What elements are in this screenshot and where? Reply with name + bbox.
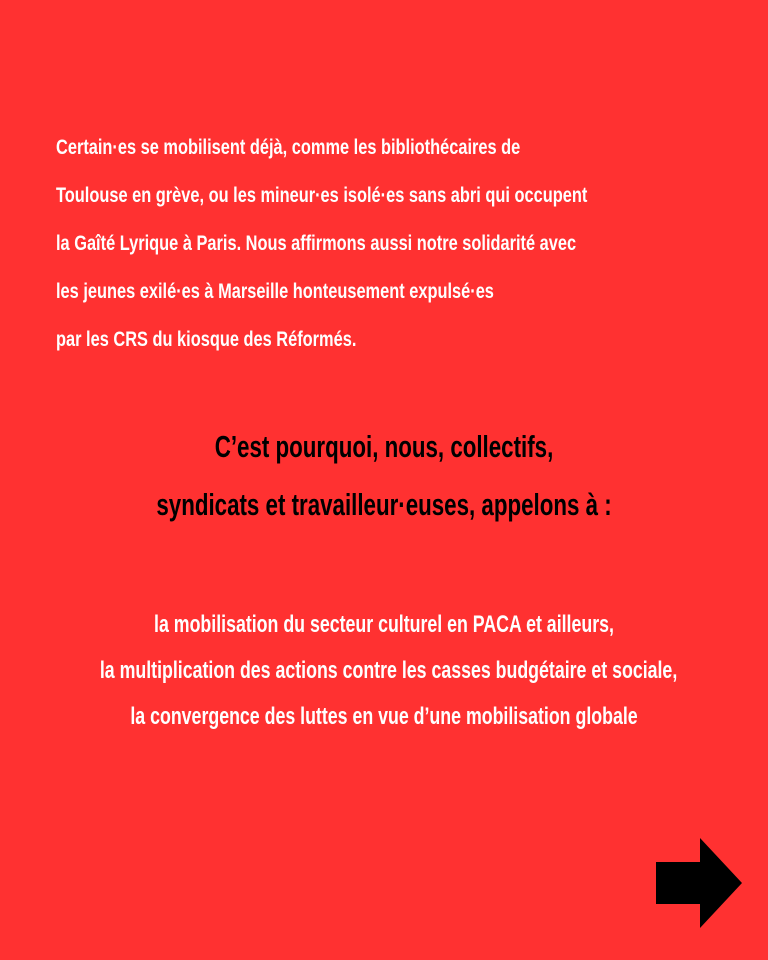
demand-item: la convergence des luttes en vue d’une mobilisation globale <box>130 703 638 730</box>
demands-list <box>0 602 768 740</box>
call-line: C’est pourquoi, nous, collectifs, <box>214 429 554 464</box>
intro-line: Toulouse en grève, ou les mineur·es isolé·es sans abri qui occupent <box>56 184 588 207</box>
intro-line: par les CRS du kiosque des Réformés. <box>56 328 357 351</box>
intro-line: la Gaîté Lyrique à Paris. Nous affirmons aussi notre solidarité avec <box>56 232 577 255</box>
call-heading <box>0 418 768 534</box>
call-line: syndicats et travailleur·euses, appelons à : <box>156 487 612 522</box>
demand-item: la mobilisation du secteur culturel en PACA et ailleurs, <box>154 611 614 638</box>
intro-line: les jeunes exilé·es à Marseille honteusement expulsé·es <box>56 280 494 303</box>
demand-item: la multiplication des actions contre les casses budgétaire et sociale, <box>99 657 678 684</box>
arrow-right-icon <box>652 838 744 928</box>
next-slide-button[interactable] <box>652 838 744 928</box>
intro-paragraph <box>56 124 586 364</box>
intro-line: Certain·es se mobilisent déjà, comme les bibliothécaires de <box>56 136 521 159</box>
